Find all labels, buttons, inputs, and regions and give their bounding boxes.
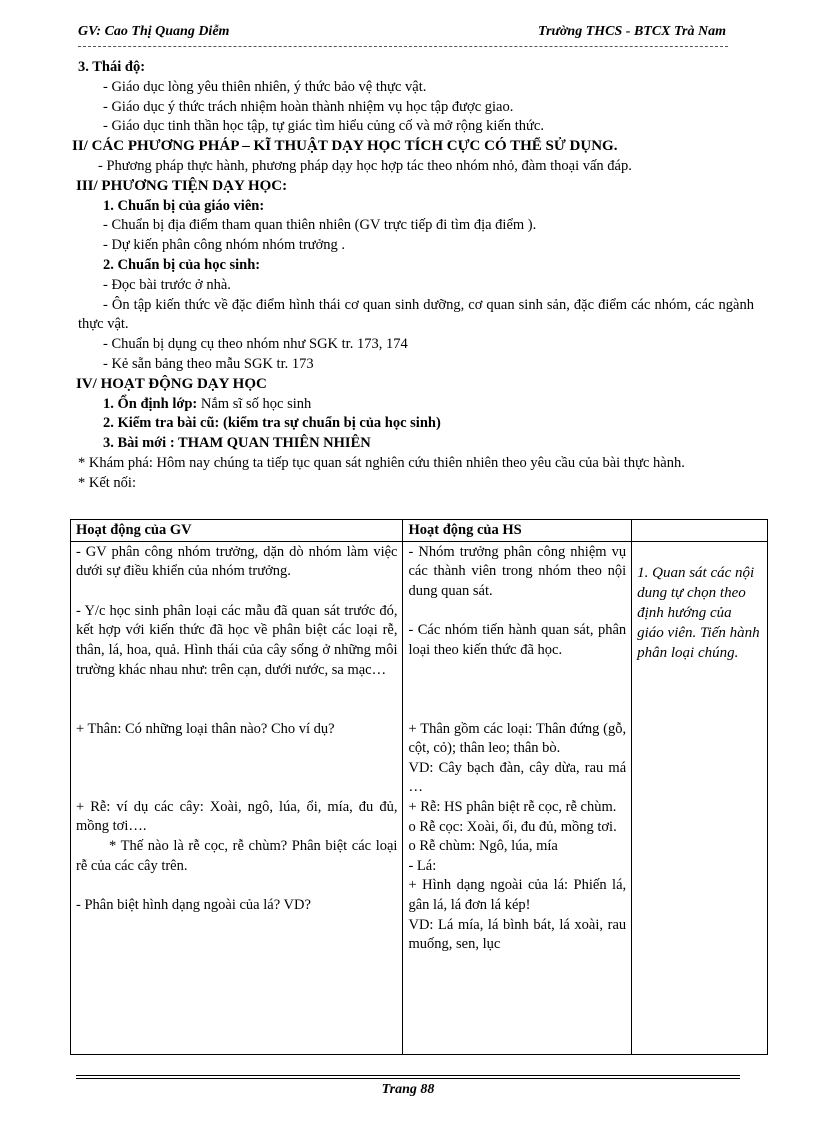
gv-item: + Rễ: ví dụ các cây: Xoài, ngô, lúa, ổi, mía, đu đủ, mồng tơi…. bbox=[76, 798, 398, 835]
gv-item: * Thế nào là rễ cọc, rễ chùm? Phân biệt các loại rễ của các cây trên. bbox=[76, 837, 398, 874]
activity-1 bbox=[78, 395, 754, 415]
methods-heading: II/ CÁC PHƯƠNG PHÁP – KĨ THUẬT DẠY HỌC TÍCH CỰC CÓ THỂ SỬ DỤNG. bbox=[72, 138, 618, 155]
activities-table bbox=[70, 519, 768, 1055]
hs-item: o Rễ chùm: Ngô, lúa, mía bbox=[408, 838, 558, 855]
hs-item: + Thân gồm các loại: Thân đứng (gỗ, cột, cỏ); thân leo; thân bò. bbox=[408, 720, 627, 757]
page-header bbox=[78, 24, 726, 42]
discovery-text: * Khám phá: Hôm nay chúng ta tiếp tục quan sát nghiên cứu thiên nhiên theo yêu cầu của bài thực hành. bbox=[78, 454, 685, 471]
activity-2: 2. Kiểm tra bài cũ: (kiểm tra sự chuẩn bị của học sinh) bbox=[103, 415, 441, 432]
activity-1-label: 1. Ổn định lớp: bbox=[103, 395, 198, 412]
gv-item: - Phân biệt hình dạng ngoài của lá? VD? bbox=[76, 897, 311, 914]
gv-item: + Thân: Có những loại thân nào? Cho ví dụ? bbox=[76, 721, 335, 738]
footer-divider bbox=[76, 1075, 740, 1081]
student-prep-item: - Ôn tập kiến thức về đặc điểm hình thái cơ quan sinh dưỡng, cơ quan sinh sản, đặc điểm các nhóm, các ngành thực vật. bbox=[78, 296, 754, 333]
header-school: Trường THCS - BTCX Trà Nam bbox=[538, 24, 726, 39]
materials-heading: III/ PHƯƠNG TIỆN DẠY HỌC: bbox=[76, 177, 288, 194]
attitude-heading: 3. Thái độ: bbox=[78, 59, 146, 75]
hs-activity-cell bbox=[403, 541, 632, 1054]
gv-item: - GV phân công nhóm trưởng, dặn dò nhóm làm việc dưới sự điều khiển của nhóm trưởng. bbox=[76, 543, 398, 580]
attitude-item: - Giáo dục tinh thần học tập, tự giác tìm hiểu củng cố và mở rộng kiến thức. bbox=[103, 118, 544, 135]
observation-note: 1. Quan sát các nội dung tự chọn theo định hướng của giáo viên. Tiến hành phân loại chúng. bbox=[637, 564, 760, 661]
activity-3-title: : THAM QUAN THIÊN NHIÊN bbox=[166, 435, 371, 452]
header-divider bbox=[78, 46, 728, 47]
header-hs: Hoạt động của HS bbox=[403, 520, 632, 542]
header-gv: Hoạt động của GV bbox=[71, 520, 403, 542]
student-prep-item: - Chuẩn bị dụng cụ theo nhóm như SGK tr. 173, 174 bbox=[103, 336, 408, 353]
header-teacher: GV: Cao Thị Quang Diễm bbox=[78, 24, 230, 39]
teacher-prep-item: - Dự kiến phân công nhóm nhóm trưởng . bbox=[103, 237, 346, 254]
gv-activity-cell bbox=[71, 541, 403, 1054]
hs-item: o Rễ cọc: Xoài, ổi, đu đủ, mồng tơi. bbox=[408, 818, 617, 835]
hs-item: - Nhóm trưởng phân công nhiệm vụ các thành viên trong nhóm theo nội dung quan sát. bbox=[408, 543, 627, 599]
hs-item: + Hình dạng ngoài của lá: Phiến lá, gân lá, lá đơn lá kép! bbox=[408, 877, 627, 913]
page-number: Trang 88 bbox=[381, 1082, 435, 1097]
activity-3-label: 3. Bài mới bbox=[103, 435, 167, 452]
activity-3 bbox=[78, 434, 754, 454]
gv-item: - Y/c học sinh phân loại các mẫu đã quan sát trước đó, kết hợp với kiến thức đã học về phân biệt các loại rễ, thân, lá, hoa, quả. Hình thái của cây sống ở những môi trường khác nhau như: trên cạn, dưới nước, sa mạc… bbox=[76, 602, 398, 678]
hs-item: - Lá: bbox=[408, 857, 437, 874]
teacher-prep-item: - Chuẩn bị địa điểm tham quan thiên nhiên (GV trực tiếp đi tìm địa điểm ). bbox=[103, 217, 537, 234]
hs-item: - Các nhóm tiến hành quan sát, phân loại theo kiến thức đã học. bbox=[408, 622, 627, 658]
header-empty bbox=[632, 520, 768, 542]
attitude-item: - Giáo dục lòng yêu thiên nhiên, ý thức bảo vệ thực vật. bbox=[103, 78, 427, 95]
table-row bbox=[71, 541, 768, 1054]
student-prep-item: - Kẻ sẵn bảng theo mẫu SGK tr. 173 bbox=[103, 355, 314, 372]
table-header-row bbox=[71, 520, 768, 542]
hs-item: VD: Cây bạch đàn, cây dừa, rau má … bbox=[408, 759, 627, 796]
attitude-item: - Giáo dục ý thức trách nhiệm hoàn thành nhiệm vụ học tập được giao. bbox=[103, 98, 514, 115]
methods-text: - Phương pháp thực hành, phương pháp dạy học hợp tác theo nhóm nhỏ, đàm thoại vấn đáp. bbox=[98, 157, 632, 174]
activities-heading: IV/ HOẠT ĐỘNG DẠY HỌC bbox=[76, 375, 267, 392]
document-body bbox=[72, 58, 754, 494]
hs-item: + Rễ: HS phân biệt rễ cọc, rễ chùm. bbox=[408, 798, 617, 815]
student-prep-heading: 2. Chuẩn bị của học sinh: bbox=[103, 256, 261, 273]
student-prep-item: - Đọc bài trước ở nhà. bbox=[103, 276, 231, 293]
content-cell bbox=[632, 541, 768, 1054]
hs-item: VD: Lá mía, lá bình bát, lá xoài, rau muống, sen, lục bbox=[408, 916, 627, 953]
teacher-prep-heading: 1. Chuẩn bị của giáo viên: bbox=[103, 197, 265, 214]
connection-label: * Kết nối: bbox=[78, 474, 136, 491]
activity-1-text: Nắm sĩ số học sinh bbox=[197, 395, 312, 412]
